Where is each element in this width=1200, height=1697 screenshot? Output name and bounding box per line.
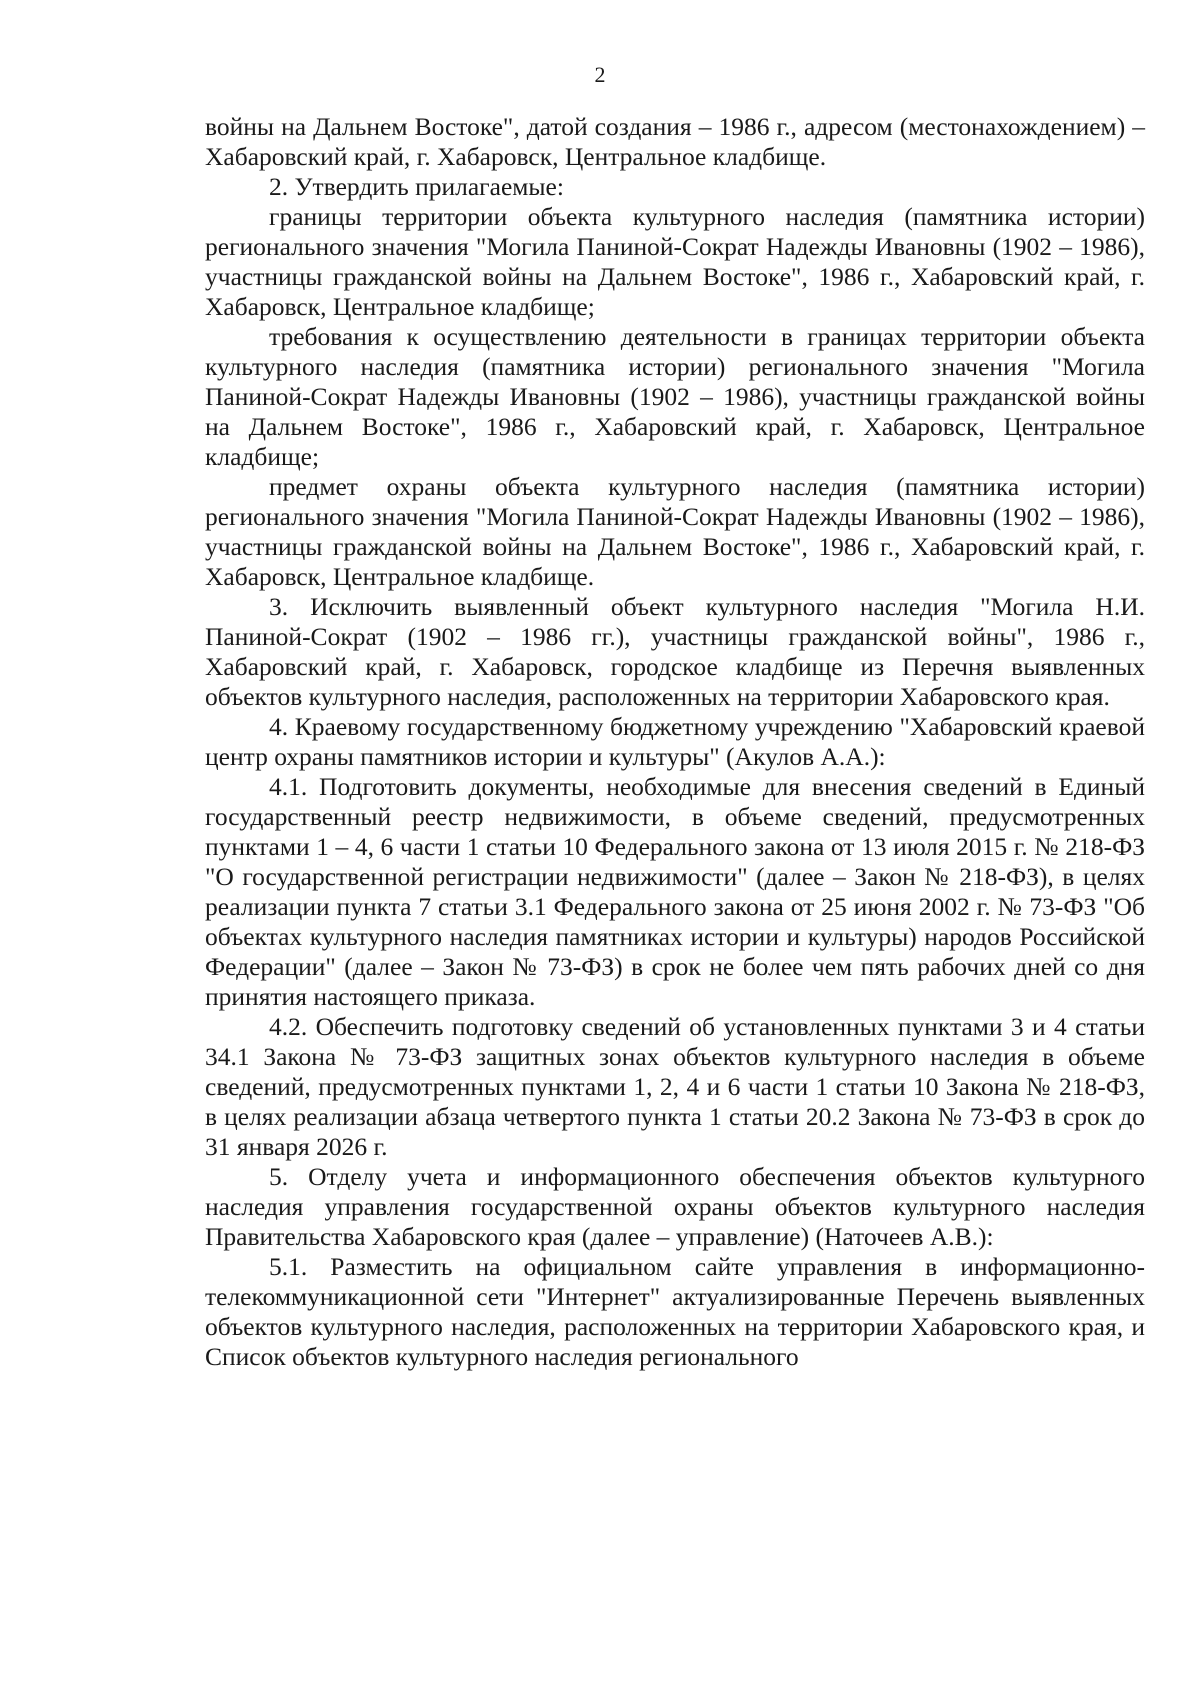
paragraph: границы территории объекта культурного наследия (памятника истории) регионального значения "Могила Паниной-Сократ Надежды Ивановны (1902 – 1986), участницы гражданской войны на Дальнем Востоке", 1986 г., Хабаровский край, г. Хабаровск, Центральное кладбище; [205,202,1145,321]
paragraph: 4.2. Обеспечить подготовку сведений об установленных пунктами 3 и 4 статьи 34.1 Закона № 73-ФЗ защитных зонах объектов культурного наследия в объеме сведений, предусмотренных пунктами 1, 2, 4 и 6 части 1 статьи 10 Закона № 218-ФЗ, в целях реализации абзаца четвертого пункта 1 статьи 20.2 Закона № 73-ФЗ в срок до 31 января 2026 г. [205,1012,1145,1161]
paragraph: требования к осуществлению деятельности в границах территории объекта культурного наследия (памятника истории) регионального значения "Могила Паниной-Сократ Надежды Ивановны (1902 – 1986), участницы гражданской войны на Дальнем Востоке", 1986 г., Хабаровский край, г. Хабаровск, Центральное кладбище; [205,322,1145,471]
paragraph: 4. Краевому государственному бюджетному учреждению "Хабаровский краевой центр охраны памятников истории и культуры" (Акулов А.А.): [205,712,1145,771]
paragraph: войны на Дальнем Востоке", датой создания – 1986 г., адресом (местонахождением) – Хабаровский край, г. Хабаровск, Центральное кладбище. [205,112,1145,171]
paragraph: предмет охраны объекта культурного наследия (памятника истории) регионального значения "Могила Паниной-Сократ Надежды Ивановны (1902 – 1986), участницы гражданской войны на Дальнем Востоке", 1986 г., Хабаровский край, г. Хабаровск, Центральное кладбище. [205,472,1145,591]
paragraph: 5.1. Разместить на официальном сайте управления в информационно-телекоммуникационной сети "Интернет" актуализированные Перечень выявленных объектов культурного наследия, расположенных на территории Хабаровского края, и Список объектов культурного наследия регионального [205,1252,1145,1371]
paragraph: 5. Отделу учета и информационного обеспечения объектов культурного наследия управления государственной охраны объектов культурного наследия Правительства Хабаровского края (далее – управление) (Наточеев А.В.): [205,1162,1145,1251]
paragraph: 3. Исключить выявленный объект культурного наследия "Могила Н.И. Паниной-Сократ (1902 – 1986 гг.), участницы гражданской войны", 1986 г., Хабаровский край, г. Хабаровск, городское кладбище из Перечня выявленных объектов культурного наследия, расположенных на территории Хабаровского края. [205,592,1145,711]
document-body [205,112,1145,1372]
paragraph: 4.1. Подготовить документы, необходимые для внесения сведений в Единый государственный реестр недвижимости, в объеме сведений, предусмотренных пунктами 1 – 4, 6 части 1 статьи 10 Федерального закона от 13 июля 2015 г. № 218-ФЗ "О государственной регистрации недвижимости" (далее – Закон № 218-ФЗ), в целях реализации пункта 7 статьи 3.1 Федерального закона от 25 июня 2002 г. № 73-ФЗ "Об объектах культурного наследия памятниках истории и культуры) народов Российской Федерации" (далее – Закон № 73-ФЗ) в срок не более чем пять рабочих дней со дня принятия настоящего приказа. [205,772,1145,1011]
page-number: 2 [594,62,606,87]
paragraph: 2. Утвердить прилагаемые: [269,172,564,201]
